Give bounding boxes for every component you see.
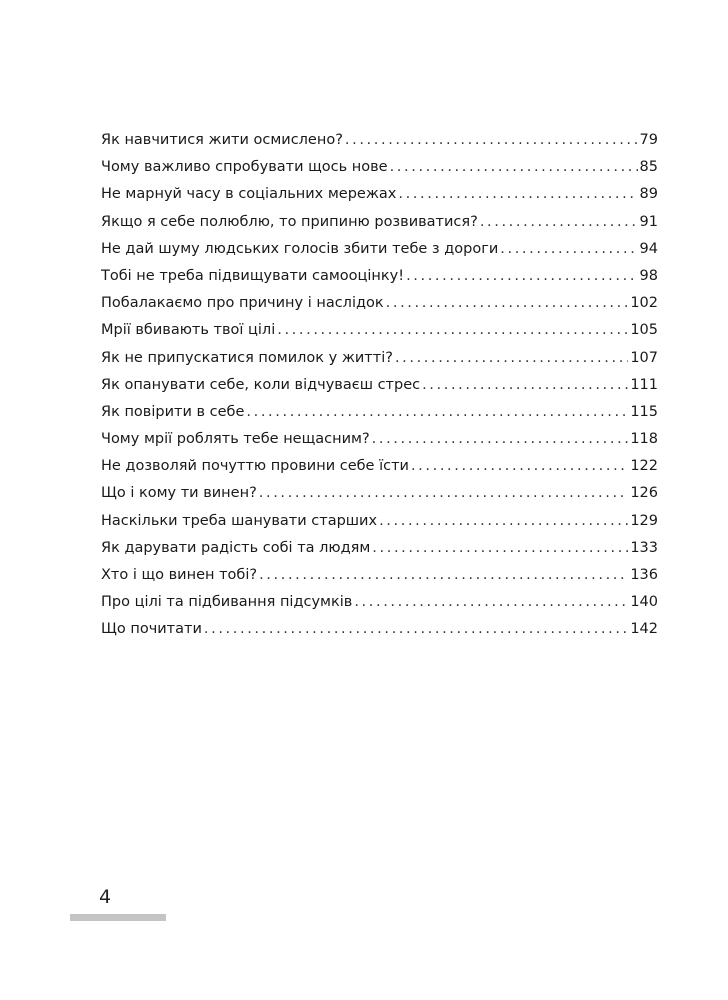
toc-entry-title: Якщо я себе полюблю, то припиню розвиватися? [101,213,478,230]
toc-dot-leader [390,154,638,181]
toc-dot-leader [422,372,628,399]
toc-dot-leader [480,209,638,236]
toc-dot-leader [246,399,628,426]
toc-dot-leader [500,236,637,263]
toc-entry-title: Як опанувати себе, коли відчуваєш стрес [101,376,421,393]
toc-entry [101,399,658,426]
toc-entry [101,535,658,562]
toc-entry [101,372,658,399]
page-number: 4 [99,886,112,908]
toc-entry-page: 115 [630,403,658,420]
toc-entry-title: Чому важливо спробувати щось нове [101,159,388,176]
toc-entry [101,236,658,263]
toc-entry [101,345,658,372]
toc-entry [101,508,658,535]
toc-dot-leader [398,181,637,208]
toc-entry-title: Не марнуй часу в соціальних мережах [101,186,397,203]
toc-entry [101,589,658,616]
toc-entry-title: Про цілі та підбивання підсумків [101,594,353,611]
toc-dot-leader [259,562,628,589]
toc-entry-page: 133 [630,539,658,556]
toc-dot-leader [372,535,628,562]
toc-entry-title: Тобі не треба підвищувати самооцінку! [101,267,405,284]
toc-entry [101,209,658,236]
toc-entry [101,426,658,453]
toc-entry-title: Як дарувати радість собі та людям [101,539,371,556]
page-number-rule [70,914,166,921]
toc-entry-title: Не дай шуму людських голосів збити тебе з дороги [101,240,499,257]
toc-entry-page: 126 [630,485,658,502]
toc-entry-page: 122 [630,458,658,475]
toc-entry-title: Побалакаємо про причину і наслідок [101,295,384,312]
toc-entry-title: Що почитати [101,621,202,638]
table-of-contents [101,127,658,644]
toc-entry-page: 94 [639,240,658,257]
toc-entry-title: Чому мрії роблять тебе нещасним? [101,431,370,448]
toc-entry-page: 105 [630,322,658,339]
toc-entry-page: 91 [639,213,658,230]
toc-entry-page: 142 [630,621,658,638]
toc-entry-page: 136 [630,567,658,583]
toc-dot-leader [411,453,628,480]
toc-entry-title: Не дозволяй почуттю провини себе їсти [101,458,409,475]
toc-entry-page: 89 [639,186,658,203]
toc-entry [101,317,658,344]
toc-entry [101,616,658,643]
toc-entry [101,154,658,181]
toc-entry-page: 102 [630,295,658,312]
toc-entry [101,480,658,507]
toc-dot-leader [372,426,629,453]
toc-dot-leader [406,263,637,290]
toc-entry-title: Як навчитися жити осмислено? [101,132,343,148]
toc-dot-leader [354,589,628,616]
toc-entry-title: Як повірити в себе [101,403,245,420]
toc-entry-page: 140 [630,594,658,611]
toc-entry-title: Наскільки треба шанувати старших [101,512,378,529]
toc-dot-leader [259,480,629,507]
toc-entry [101,181,658,208]
toc-entry-title: Мрії вбивають твої цілі [101,322,276,339]
toc-entry-page: 111 [630,376,658,393]
toc-dot-leader [204,616,628,643]
toc-entry-page: 118 [630,431,658,448]
toc-entry [101,127,658,154]
toc-entry [101,453,658,480]
toc-dot-leader [277,317,628,344]
toc-entry [101,290,658,317]
toc-entry-page: 98 [639,267,658,284]
toc-entry-page: 129 [630,512,658,529]
toc-entry [101,562,658,589]
toc-entry-page: 107 [630,349,658,366]
toc-dot-leader [379,508,628,535]
toc-dot-leader [345,127,638,154]
toc-entry-page: 79 [639,132,658,148]
toc-entry-title: Хто і що винен тобі? [101,567,258,583]
toc-entry-title: Що і кому ти винен? [101,485,257,502]
toc-dot-leader [386,290,629,317]
toc-dot-leader [395,345,628,372]
toc-entry [101,263,658,290]
toc-entry-title: Як не припускатися помилок у житті? [101,349,393,366]
toc-entry-page: 85 [639,159,658,176]
